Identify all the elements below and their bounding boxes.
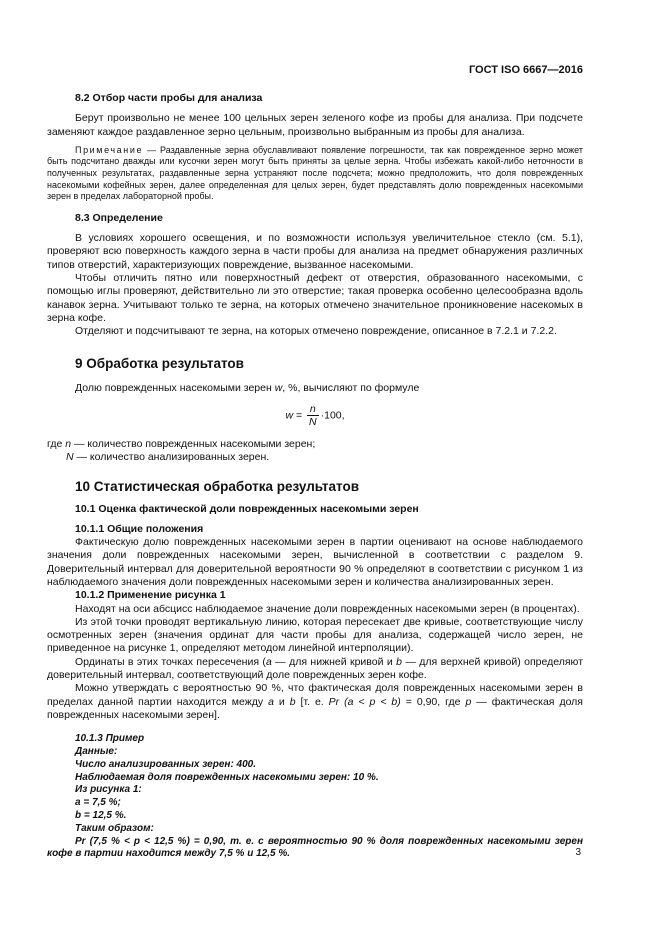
p4-text-b: [т. е. (295, 695, 329, 708)
intro-text-end: , %, вычисляют по формуле (282, 381, 420, 394)
p4-text-a: Можно утверждать с вероятностью 90 %, что фактическая доля поврежденных насекомыми зерен в пределах данной партии находится между (47, 682, 583, 708)
p4-text-c: = 0,90, где (400, 695, 466, 708)
section-8-2-paragraph: Берут произвольно не менее 100 цельных зерен зеленого кофе из пробы для анализа. При подсчете заменяют каждое раздавленное зерно цельным, произвольно выбранным из пробы для анализа. (47, 112, 583, 138)
example-line-5: b = 12,5 %. (75, 809, 127, 821)
section-8-3-title: 8.3 Определение (75, 211, 163, 224)
example-block (47, 733, 583, 861)
formula-rhs: ·100, (320, 409, 345, 422)
intro-text: Долю поврежденных насекомыми зерен (75, 381, 275, 394)
where-text-2: — количество анализированных зерен. (73, 451, 270, 464)
section-10-1-1-title: 10.1.1 Общие положения (75, 522, 204, 535)
section-9-intro (47, 382, 583, 395)
section-8-3-paragraph-3: Отделяют и подсчитывают те зерна, на которых отмечено повреждение, описанное в 7.2.1 и 7.2.2. (75, 325, 557, 338)
example-line-2: Наблюдаемая доля поврежденных насекомыми зерен: 10 %. (75, 771, 379, 783)
section-10-title: 10 Статистическая обработка результатов (75, 479, 359, 495)
var-w: w (274, 381, 283, 394)
var-a: a (268, 695, 274, 708)
where-line-1 (47, 438, 583, 451)
formula-lhs: w (285, 409, 294, 422)
page-number: 3 (575, 847, 581, 858)
p3-text-a: Ординаты в этих точках пересечения ( (75, 655, 266, 668)
example-line-6: Таким образом: (75, 822, 154, 834)
p4-and: и (273, 695, 290, 708)
section-8-3-paragraph-2: Чтобы отличить пятно или поверхностный дефект от отверстия, образованного насекомыми, с помощью иглы проверяют, действительно ли это отверстие; такая проверка особенно целесообразна вдоль канавок зерна. Учитывают только те зерна, на которых отмечено значительное проникновение насекомых в зерна кофе. (47, 272, 583, 324)
var-N: N (66, 451, 74, 464)
section-10-1-title: 10.1 Оценка фактической доли поврежденных насекомыми зерен (75, 503, 419, 516)
section-9-title: 9 Обработка результатов (75, 355, 244, 371)
formula-numerator: n (307, 403, 319, 416)
var-n: n (65, 437, 72, 450)
section-8-3-paragraph-1: В условиях хорошего освещения, и по возможности используя увеличительное стекло (см. 5.1), проверяют всю поверхность каждого зерна в части пробы для анализа на предмет обнаружения различных типов отверстий, характеризующих повреждение, вызванное насекомыми. (47, 232, 583, 271)
section-8-2-note (47, 145, 583, 203)
where-text-1: — количество поврежденных насекомыми зерен; (71, 437, 316, 450)
var-p: p (465, 695, 472, 708)
section-8-2-title: 8.2 Отбор части пробы для анализа (75, 92, 263, 104)
section-10-1-2-title: 10.1.2 Применение рисунка 1 (75, 589, 226, 602)
formula-denominator: N (309, 415, 317, 428)
section-10-1-2-paragraph-4 (47, 682, 583, 722)
document-body (47, 92, 583, 861)
section-10-1-1-paragraph: Фактическую долю поврежденных насекомыми зерен в партии оценивают на основе наблюдаемого значения доли поврежденных насекомыми зерен, вычисленной в соответствии с разделом 9. Доверительный интервал для доверительной вероятности 90 % определяют в соответствии с рисунком 1 из наблюдаемого значения доли поврежденных насекомыми зерен и количества анализированных зерен. (47, 536, 583, 588)
var-a: a (265, 655, 272, 668)
section-10-1-2-paragraph-1: Находят на оси абсцисс наблюдаемое значение доли поврежденных насекомыми зерен (в процентах). (75, 602, 580, 615)
section-10-1-2-paragraph-3 (47, 656, 583, 683)
p3-text-c: — для верхней кривой) определяют доверительный интервал, соответствующий доле поврежденных зерен кофе. (47, 655, 584, 681)
where-line-2 (47, 451, 583, 464)
standard-header: ГОСТ ISO 6667—2016 (468, 64, 583, 76)
note-label: Примечание (75, 144, 144, 155)
section-10-1-2-paragraph-2: Из этой точки проводят вертикальную линию, которая пересекает две кривые, соответствующие числу осмотренных зерен (значения ординат для части пробы для анализа, содержащей число зерен, не приведенное на рисунке 1, определяют методом линейной интерполяции). (47, 615, 583, 655)
example-line-7: Pr (7,5 % < p < 12,5 %) = 0,90, т. е. с вероятностью 90 % доля поврежденных насекомыми зерен кофе в партии находится между 7,5 % и 12,5 %. (47, 835, 583, 860)
var-b: b (289, 695, 296, 708)
example-line-1: Число анализированных зерен: 400. (75, 758, 257, 770)
formula (47, 403, 583, 428)
var-b: b (396, 655, 402, 668)
where-label: где (47, 437, 66, 450)
formula-fraction (307, 403, 319, 428)
probability-expression: Pr (a < p < b) (328, 695, 401, 708)
formula-equals: = (293, 409, 306, 422)
p3-text-b: — для нижней кривой и (271, 655, 397, 668)
note-text: — Раздавленные зерна обуславливают появление погрешности, так как поврежденное зерно может быть подсчитано дважды или кусочки зерен могут быть приняты за целые зерна. Чтобы избежать какой-либо неточности в полученных результатах, раздавленные зерна устраняют после подсчета; можно предположить, что доля поврежденных насекомыми кофейных зерен, далее определенная для целых зерен, будет представлять долю поврежденных насекомыми зерен в пределах лабораторной пробы. (47, 144, 583, 202)
p4-text-d: — фактическая доля поврежденных насекомыми зерен]. (47, 695, 583, 721)
example-line-3: Из рисунка 1: (75, 784, 142, 796)
example-data-label: Данные: (75, 745, 118, 757)
example-line-4: a = 7,5 %; (75, 797, 121, 809)
example-title: 10.1.3 Пример (75, 733, 145, 745)
